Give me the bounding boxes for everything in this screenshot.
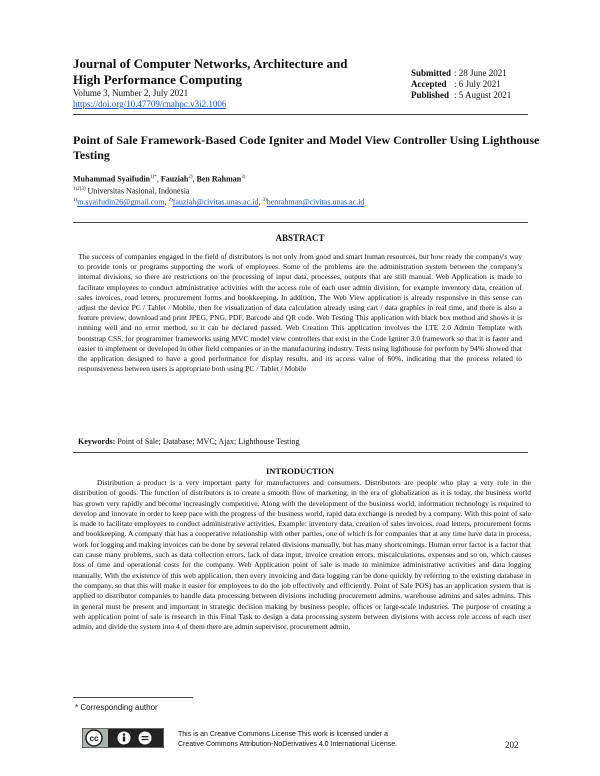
email-link[interactable]: fauziah@civitas.unas.ac.id [172, 197, 259, 207]
email-sup: 2) [168, 198, 173, 204]
author-sup: 1)* [150, 175, 157, 180]
published-date: : 5 August 2021 [454, 90, 512, 100]
abstract-text: The success of companies engaged in the field of distributors is not only from good and smart human resources, but how ready the company's way to provide tools or programs supporting the work of employees. Some of the problems are the administration system between the company's internal divisions, so there are restrictions on the processing of input data, processes, outputs that are still manual. Web Application is made to facilitate employees to conduct administrative activities with the access role of each user admin division, for example inventory data, creation of sales invoices, road letters, procurement forms and bookkeeping. In addition, The Web View application is already responsive in this sense can adjust the device PC / Tablet / Mobile, then for visualization of data calculation already using cart / data graphics in real time, and there is also a feature preview, download and print JPEG, PNG, PDF, Barcode and QR code. Web Testing This application with black box method and shows it is running well and no error method, so it can be declared passed. Web Creation This application involves the LTE 2.0 Admin Template with bootstrap CSS, for programmer frameworks using MVC model view controllers that exist in the Code Igniter 3.0 framework so that it is faster and easier to implement or developed in other field companies or in the manufacturing industry. Tests using lighthouse for perform by 94% showed that the application designed to have a good performance for display results, and its access value of 60%, indicating that the process related to responsiveness between users is appropriate both using PC / Tablet / Mobile [78, 252, 522, 374]
corresponding-author-note: * Corresponding author [75, 703, 158, 712]
abstract-heading: ABSTRACT [275, 233, 325, 243]
abstract-top-divider [73, 222, 528, 223]
license-line: Creative Commons Attribution-NoDerivatives 4.0 International License. [178, 741, 398, 748]
author-line: Muhammad Syaifudin$^{1)*}$, Fauziah$^{2)}$, Ben Rahman$^{3)}$ [73, 174, 246, 184]
doi-link[interactable]: https://doi.org/10.47709/cnahpc.v3i2.1006 [73, 99, 227, 109]
affiliation-sup: 1)2)3) [73, 186, 86, 192]
abstract-bottom-divider [73, 452, 528, 453]
submitted-label: Submitted [411, 68, 452, 78]
cc-license-badge-icon[interactable] [82, 728, 164, 748]
submitted-date: : 28 June 2021 [454, 68, 507, 78]
accepted-date: : 6 July 2021 [454, 79, 501, 89]
author-block [73, 173, 533, 208]
accepted-label: Accepted [411, 79, 447, 89]
email-sup: 1) [73, 198, 78, 204]
license-line: This is an Creative Commons License This work is licensed under a [178, 731, 388, 738]
email-line: $^{1)}$m.syaifudin26@gmail.com, $^{2)}$fauziah@civitas.unas.ac.id, $^{3)}$benrahman@civitas.unas.ac.id [73, 197, 365, 207]
author-sup: 2) [188, 175, 193, 180]
journal-meta [73, 88, 226, 110]
introduction-text: Distribution a product is a very important party for manufacturers and consumers. Distributors are people who play a very role in the distribution of goods. The function of distributors is to create a smooth flow of marketing, in the era of globalization as it is today, the business world has grown very rapidly and become increasingly competitive. Along with the development of the business world, information technology is required to develop and innovate in order to keep pace with the progress of the business world, rapid data exchange is needed by a company. With this point of sale is made to facilitate employees to conduct administrative activities, Example: inventory data, creation of sales invoices, road letters, procurement forms and bookkeeping. A company that has a cooperative relationship with other parties, one of which is for companies that at any time have data in process, work for logging and making invoices can be done by several related divisions manually, but has many shortcomings. Human error factor is a factor that can cause many problems, such as data collection errors, lack of data input, invoice creation errors, miscalculations, expenses and so on, which causes loss of time and operational costs for the company. Web Application point of sale is made to minimize administrative activities and data logging manually, With the existence of this web application, then every invoicing and data logging can be done quickly by referring to the existing database in the company, so that this will make it easier for employees to do the job effectively and efficiently. Point of Sale POS) has an application system that is applied to distributor companies to handle data processing between divisions including procurement admins, warehouse admins and sales admins. This in general must be present and important in strategic decision making by business people, offices or large-scale industries. The purpose of creating a web application point of sale is research in this Final Task to design a data processing system between divisions with access role access of each user admin, and divide the system into 4 of them there are admin supervisor, procurement admin, [73, 478, 531, 632]
page-number: 202 [505, 740, 519, 750]
author-name: Muhammad Syaifudin [73, 174, 151, 184]
author-name: Ben Rahman [196, 174, 242, 184]
author-name: Fauziah [160, 174, 189, 184]
email-sup: 3) [262, 198, 267, 204]
publication-dates [411, 68, 511, 101]
license-text [178, 730, 478, 750]
paper-title: Point of Sale Framework-Based Code Igniter and Model View Controller Using Lighthouse Testing [73, 133, 540, 162]
header-divider [73, 114, 528, 115]
email-link[interactable]: m.syaifudin26@gmail.com [77, 197, 165, 207]
keywords-value: Point of Sale; Database; MVC; Ajax; Lighthouse Testing [117, 437, 300, 446]
published-label: Published [411, 90, 450, 100]
affiliation: Universitas Nasional, Indonesia [87, 186, 190, 196]
journal-title: Journal of Computer Networks, Architecture and High Performance Computing [73, 56, 348, 87]
author-sup: 3) [241, 175, 246, 180]
journal-volume: Volume 3, Number 2, July 2021 [73, 88, 189, 98]
keywords-line [78, 437, 300, 446]
keywords-label: Keywords: [78, 437, 116, 446]
introduction-heading: INTRODUCTION [265, 466, 334, 476]
affiliation-line [73, 185, 533, 197]
email-link[interactable]: benrahman@civitas.unas.ac.id [266, 197, 365, 207]
svg-text:cc: cc [89, 734, 99, 743]
footnote-divider [73, 697, 193, 698]
